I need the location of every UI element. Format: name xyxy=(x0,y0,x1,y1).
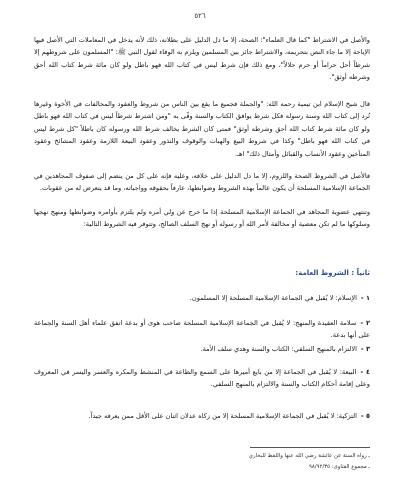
paragraph-ibn-taymiyyah-quote: قال شيخ الإسلام ابن تيمية رحمه الله: "والجملة فجميع ما يقع بين الناس من شروط والعقود والمحالفات في الأخوة وغيرها تُرد إلى كتاب الله وسنة رسوله فكل شرط يوافق الكتاب والسنة وفّى به "ومن اشترط شرطاً ليس في كتاب الله فهو باطل ولو كان مائة شرط كتاب الله أحق وشرطه أوثق" فمتى كان الشرط يخالف شرط الله ورسوله كان باطلاً "كل شرط ليس في كتاب الله فهو باطل" وكذا في شروط البيع والهبات والوقوف والنذور وعقود البيعة اللازمة وعقود المشائخ وعقود المتآخين وعقود الأنساب والقبائل وأمثال ذلك" اهـ. xyxy=(34,100,370,158)
list-item-text: الإسلام: لا يُقبل في الجماعة الإسلامية المسلحة إلا المسلمون. xyxy=(189,294,357,302)
list-item-text: التزكية: لا يُقبل في الجماعة الإسلامية المسلحة إلا من زكاه عدلان اثنان على الأقل ممن يعرفه جيداً. xyxy=(88,412,357,420)
list-item-text: سلامة العقيدة والمنهج: لا يُقبل في الجماعة الإسلامية المسلحة صاحب هوى أو بدعة اتفق علماء أهل السنة والجماعة على أنها بدعة. xyxy=(34,319,370,340)
section-heading-general-conditions: ثانياً : الشروط العامة: xyxy=(295,269,370,277)
footnote-1: ـ رواه الستة عن عائشة رضي الله عنها واللفظ للبخاري xyxy=(248,453,370,459)
footnote-2: ـ مجموع الفتاوى: ٩٨/٩٢/٣٥ xyxy=(309,464,370,470)
list-item xyxy=(34,317,370,342)
paragraph-conditions-principle: والأصل في الاشتراط "كما قال العلماء": الصحة، إلا ما دل الدليل على بطلانه، ذلك لأنه يدخل في المعاملات التي الأصل فيها الإباحة إلا ما جاء النص بتحريمه، والاشتراط جائز بين المسلمين ويلزم به الوفاء لقول النبي ﷺ: "المسلمون على شروطهم إلا شرطاً أحل حراماً أو حرم حلالاً"، ومع ذلك فإن شرط ليس في كتاب الله فهو باطل ولو كان مائة شرط كتاب الله أحق وشرطه أوثق". xyxy=(34,36,370,82)
paragraph-validity-of-conditions: فالأصل في الشروط الصحة واللزوم، إلا ما دل الدليل على خلافه، وعليه فإنه على كل من ينضم إلى صفوف المجاهدين في الجماعة الإسلامية المسلحة أن يكون عالماً بهذه الشروط وضوابطها، عارفاً بحقوقه وواجباته، وما قد يتعرض له من عقوبات. xyxy=(34,172,370,193)
list-item-number: ٢ - xyxy=(360,319,370,327)
list-item xyxy=(34,366,370,391)
list-item-number: ٥ - xyxy=(360,412,370,420)
list-item xyxy=(34,292,370,304)
list-item-text: الالتزام بالمنهج السلفي: الكتاب والسنة وهدي سلف الأمة. xyxy=(200,345,357,353)
page-number: ٥٢٦ xyxy=(194,12,206,20)
list-item-number: ٤ - xyxy=(360,368,370,376)
paragraph-membership: وتنتهي عضوية المجاهد في الجماعة الإسلامية المسلحة إذا ما خرج عن ولي أمره ولم يلتزم بأوامره وضوابطها ومنهج نهجها وسلوكها ما لم تكن معصية أو مخالفة لأمر الله أو رسوله أو نهج السلف الصالح، وتتوفر فيه الشروط التالية: xyxy=(34,208,370,229)
list-item-number: ٣ - xyxy=(360,345,370,353)
footnote-divider xyxy=(250,447,370,448)
list-item-text: البيعة: لا يُقبل في الجماعة إلا من بايع أميرها على السمع والطاعة في المنشط والمكره والعسر واليسر في المعروف وعلى إقامة أحكام الكتاب والسنة والالتزام بالمنهج السلفي. xyxy=(34,368,370,389)
list-item-number: ١ - xyxy=(360,294,370,302)
list-item xyxy=(34,343,370,355)
list-item xyxy=(34,410,370,422)
